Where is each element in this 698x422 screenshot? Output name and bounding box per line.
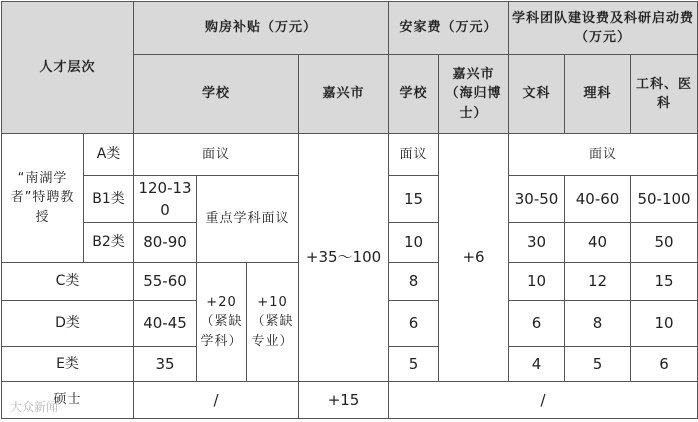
- header-housing-subsidy: 购房补贴（万元）: [134, 2, 389, 55]
- header-team-fee: 学科团队建设费及科研启动费（万元）: [509, 2, 698, 55]
- row-c-eng: 15: [631, 263, 698, 301]
- header-settling-fee: 安家费（万元）: [389, 2, 509, 55]
- urgent-subject-bonus: +20（紧缺学科）: [197, 263, 247, 382]
- header-science: 理科: [565, 55, 631, 134]
- row-e-arts: 4: [509, 347, 565, 382]
- row-b1-label: B1类: [84, 176, 134, 223]
- row-master-other: /: [389, 382, 698, 419]
- header-liberal-arts: 文科: [509, 55, 565, 134]
- row-master-housing: /: [134, 382, 299, 419]
- row-b2-settling: 10: [389, 223, 439, 263]
- row-c-settling: 8: [389, 263, 439, 301]
- row-master-city: +15: [299, 382, 389, 419]
- row-d-eng: 10: [631, 301, 698, 347]
- row-e-label: E类: [2, 347, 134, 382]
- nanhu-scholar-group: “南湖学者”特聘教授: [2, 134, 84, 263]
- row-b2-science: 40: [565, 223, 631, 263]
- row-d-settling: 6: [389, 301, 439, 347]
- row-b2-housing: 80-90: [134, 223, 197, 263]
- header-jiaxing-city: 嘉兴市: [299, 55, 389, 134]
- urgent-major-bonus: +10（紧缺专业）: [247, 263, 299, 382]
- row-b1-eng: 50-100: [631, 176, 698, 223]
- row-b2-eng: 50: [631, 223, 698, 263]
- row-d-label: D类: [2, 301, 134, 347]
- row-d-science: 8: [565, 301, 631, 347]
- header-jiaxing-returnee: 嘉兴市（海归博士）: [439, 55, 509, 134]
- row-b2-arts: 30: [509, 223, 565, 263]
- row-a-settling: 面议: [389, 134, 439, 176]
- row-a-housing: 面议: [134, 134, 299, 176]
- row-b1-settling: 15: [389, 176, 439, 223]
- key-subject-negotiable: 重点学科面议: [197, 176, 299, 263]
- row-d-housing: 40-45: [134, 301, 197, 347]
- header-talent-level: 人才层次: [2, 2, 134, 134]
- city-subsidy-merged: +35～100: [299, 134, 389, 382]
- row-a-team: 面议: [509, 134, 698, 176]
- row-e-eng: 6: [631, 347, 698, 382]
- row-e-science: 5: [565, 347, 631, 382]
- row-b1-housing: 120-130: [134, 176, 197, 223]
- row-e-housing: 35: [134, 347, 197, 382]
- row-b1-arts: 30-50: [509, 176, 565, 223]
- talent-subsidy-table: [1, 1, 698, 419]
- row-c-label: C类: [2, 263, 134, 301]
- row-a-label: A类: [84, 134, 134, 176]
- header-school-settling: 学校: [389, 55, 439, 134]
- row-c-arts: 10: [509, 263, 565, 301]
- watermark-text: 大众新闻: [10, 400, 59, 414]
- row-e-settling: 5: [389, 347, 439, 382]
- row-b2-label: B2类: [84, 223, 134, 263]
- row-c-housing: 55-60: [134, 263, 197, 301]
- row-c-science: 12: [565, 263, 631, 301]
- row-b1-science: 40-60: [565, 176, 631, 223]
- header-eng-med: 工科、医科: [631, 55, 698, 134]
- row-master-label: 硕士: [2, 382, 134, 419]
- header-school: 学校: [134, 55, 299, 134]
- row-d-arts: 6: [509, 301, 565, 347]
- returnee-settling-merged: +6: [439, 134, 509, 382]
